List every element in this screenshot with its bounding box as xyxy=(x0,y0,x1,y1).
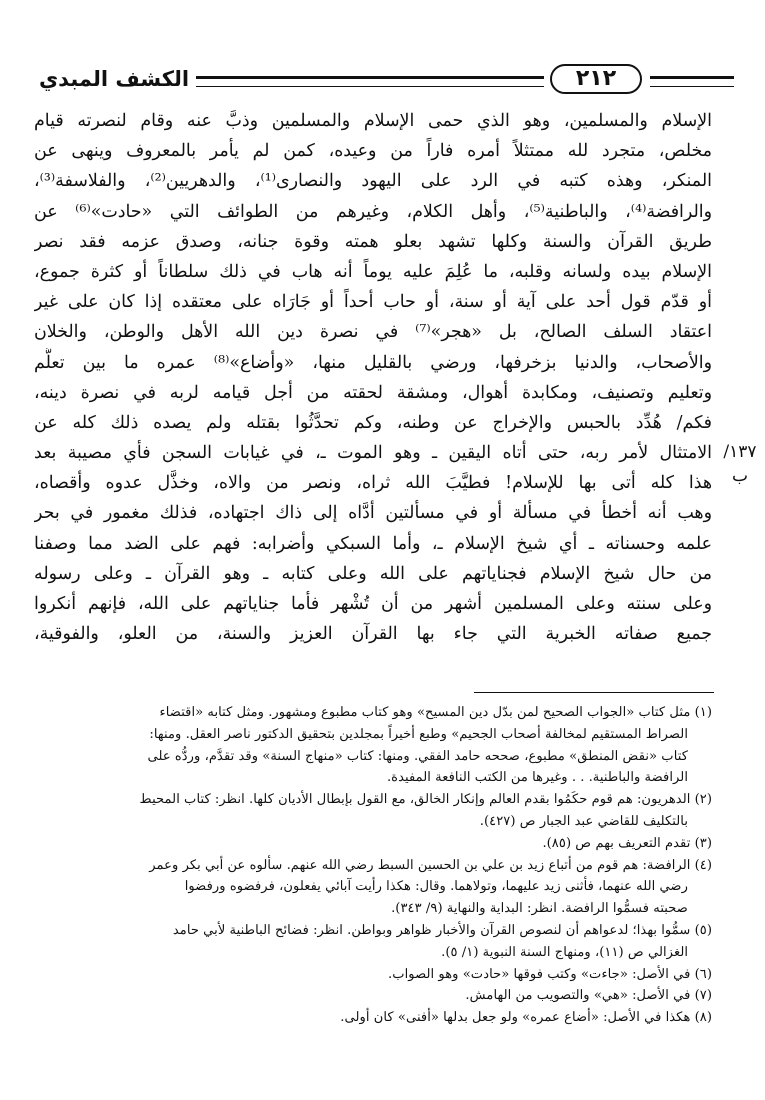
footnote-7 xyxy=(38,985,712,1007)
body-line: من حال شيخ الإسلام فجناياتهم على الله وعلى كتابه ـ وهو القرآن ـ وعلى رسوله xyxy=(34,563,712,584)
footnote-3 xyxy=(38,833,712,855)
body-line: الإسلام والمسلمين، وهو الذي حمى الإسلام والمسلمين وذبَّ عنه وقام لنصرته قيام xyxy=(34,111,712,131)
body-line: طريق القرآن والسنة وكلها تشهد بعلو همته وقوة جنانه، وصدق عزمه فقد نصر xyxy=(34,231,712,252)
body-line: فكم/ هُدِّد بالحبس والإخراج عن وطنه، وكم تحدَّثُوا بقتله ولم يصده ذلك كله عن xyxy=(34,412,712,433)
header-rule-right xyxy=(650,76,734,87)
page-number: ٢١٢ xyxy=(550,64,642,94)
footnotes-section xyxy=(38,702,712,1029)
footnote-line: (٣) تقدم التعريف بهم ص (٨٥). xyxy=(542,835,712,851)
footnote-line: (٢) الدهريون: هم قوم حكَمُوا بقدم العالم وإنكار الخالق، مع القول بإبطال الأديان كلها. انظر: كتاب المحيط xyxy=(139,792,712,808)
body-line: الإسلام بيده ولسانه وقلبه، ما عُلِمَ عليه يوماً أنه هاب في ذلك سلطاناً أو كثرة جموع، xyxy=(34,261,712,282)
footnote-line: كتاب «نقض المنطق» مطبوع، صححه حامد الفقي. ومنها: كتاب «منهاج السنة» وقد تقدَّم، وردُّه على xyxy=(147,748,688,764)
footnote-divider xyxy=(474,692,714,693)
footnote-1 xyxy=(38,702,712,789)
footnote-8 xyxy=(38,1007,712,1029)
footnote-4 xyxy=(38,855,712,920)
footnote-line: صحبته فسمُّوا الرافضة. انظر: البداية والنهاية (٩/ ٣٤٣). xyxy=(391,901,688,917)
body-line: هذا كله أتى بها للإسلام! فطيَّبَ الله ثراه، ونصر من والاه، وخذَّل عدوه وأقصاه، xyxy=(34,473,712,494)
footnote-line: رضي الله عنهما، فأثنى زيد عليهما، وتولاهما. وقال: هكذا رأيت آبائي يفعلون، فرفضوه ورفضوا xyxy=(184,879,688,895)
body-line: جميع صفاته الخبرية التي جاء بها القرآن العزيز والسنة، من العلو، والفوقية، xyxy=(34,624,712,645)
body-line: أو قدّم قول أحد على آية أو سنة، أو حاب أحداً أو جَارَاه على معتقده إذا كان على غير xyxy=(34,292,712,313)
footnote-5 xyxy=(38,920,712,964)
page-header xyxy=(38,62,736,98)
footnote-line: (٨) هكذا في الأصل: «أضاع عمره» ولو جعل بدلها «أفنى» كان أولى. xyxy=(340,1010,712,1026)
main-body-text xyxy=(34,106,712,649)
footnote-line: (٥) سمُّوا بهذا؛ لدعواهم أن لنصوص القرآن والأخبار ظواهر وبواطن. انظر: فضائح الباطنية لأبي حامد xyxy=(172,922,712,938)
header-rule-left xyxy=(196,76,544,87)
body-line: وهب أنه أخطأ في مسألة أو في مسألتين أدَّاه إلى ذاك اجتهاده، فذلك مغمور في بحر xyxy=(34,503,712,524)
body-line: وتعليم وتصنيف، ومكابدة أهوال، ومشقة لحقته من أجل قيامه لربه في نصرة دينه، xyxy=(34,382,712,403)
body-line: والأصحاب، والدنيا بزخرفها، ورضي بالقليل منها، «وأضاع»⁽⁸⁾ عمره ما بين تعلُّم xyxy=(34,352,712,373)
footnote-6 xyxy=(38,964,712,986)
body-line: الامتثال لأمر ربه، حتى أتاه اليقين ـ وهو الموت ـ، في غيابات السجن فأي مصيبة بعد xyxy=(34,443,712,464)
footnote-line: (٦) في الأصل: «جاءت» وكتب فوقها «حادت» وهو الصواب. xyxy=(388,966,712,982)
body-line: علمه وحسناته ـ أي شيخ الإسلام ـ، وأما السبكي وأضرابه: فهم على الضد مما وصفنا xyxy=(34,533,712,554)
body-line: والرافضة⁽⁴⁾، والباطنية⁽⁵⁾، وأهل الكلام، وغيرهم من الطوائف التي «حادت»⁽⁶⁾ عن xyxy=(34,201,712,222)
footnote-line: (٧) في الأصل: «هي» والتصويب من الهامش. xyxy=(465,988,712,1004)
body-line: اعتقاد السلف الصالح، بل «هجر»⁽⁷⁾ في نصرة دين الله الأهل والوطن، والخلان xyxy=(34,322,712,343)
footnote-line: بالتكليف للقاضي عبد الجبار ص (٤٢٧). xyxy=(479,813,688,829)
footnote-line: (٤) الرافضة: هم قوم من أتباع زيد بن علي بن الحسين السبط رضي الله عنهم. سألوه عن أبي بكر وعمر xyxy=(149,857,712,873)
footnote-line: (١) مثل كتاب «الجواب الصحيح لمن بدّل دين المسيح» وهو كتاب مطبوع ومشهور. ومثل كتابه «اقتضاء xyxy=(159,705,712,720)
body-line: مخلص، متجرد لله ممتثلاً أمره فاراً من وعيده، كمن لم يأمر بالمعروف وينهى عن xyxy=(34,141,712,162)
manuscript-folio-marker: ١٣٧/ب xyxy=(723,442,757,486)
footnote-line: الرافضة والباطنية. . . وغيرها من الكتب النافعة المفيدة. xyxy=(386,770,688,786)
body-line: المنكر، وهذه كتبه في الرد على اليهود والنصارى⁽¹⁾، والدهريين⁽²⁾، والفلاسفة⁽³⁾، xyxy=(34,171,712,192)
footnote-line: الغزالي ص (١١)، ومنهاج السنة النبوية (١/ ٥). xyxy=(441,944,688,960)
body-line: وعلى سنته وعلى المسلمين أشهر من أن تُشْهر فأما جناياتهم على الله، فإنهم أنكروا xyxy=(34,594,712,614)
footnote-line: الصراط المستقيم لمخالفة أصحاب الجحيم» وطبع أخيراً بمجلدين بتحقيق الدكتور ناصر العقل. ومنها: xyxy=(149,726,688,742)
book-title: الكشف المبدي xyxy=(38,67,190,91)
footnote-2 xyxy=(38,789,712,833)
